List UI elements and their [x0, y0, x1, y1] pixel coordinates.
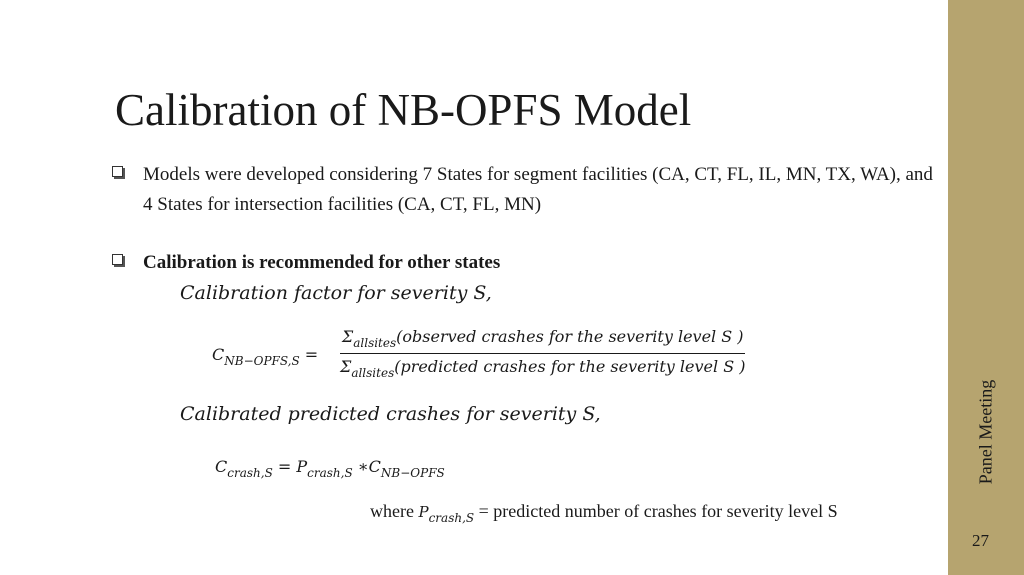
where-definition — [370, 501, 838, 525]
sigma-symbol: Σ — [340, 357, 352, 376]
where-p: P — [418, 503, 429, 521]
where-p-symbol — [418, 503, 475, 525]
sidebar-band — [948, 0, 1024, 575]
equation1-denominator — [340, 357, 745, 380]
equation1-lhs — [212, 345, 318, 368]
equation2-p-subscript: crash,S — [307, 466, 353, 480]
equation2-c-factor: C — [368, 457, 381, 476]
slide-title: Calibration of NB-OPFS Model — [115, 85, 692, 135]
equation1-equals: = — [304, 345, 319, 364]
sidebar-label: Panel Meeting — [975, 379, 996, 485]
fraction-bar — [340, 353, 745, 354]
equation2-c: C — [215, 457, 228, 476]
equation2 — [215, 457, 445, 480]
where-suffix: = predicted number of crashes for severity level S — [478, 501, 838, 521]
equation2-c-factor-subscript: NB−OPFS — [380, 466, 445, 480]
equation2-equals: = — [277, 457, 292, 476]
equation2-p: P — [296, 457, 308, 476]
bullet-text: Calibration is recommended for other states — [143, 252, 501, 273]
equation1-numerator — [340, 327, 745, 350]
equation1-lhs-subscript: NB−OPFS,S — [224, 354, 300, 368]
equation1-fraction — [340, 327, 745, 380]
where-prefix: where — [370, 501, 414, 521]
where-p-subscript: crash,S — [428, 511, 475, 525]
equation2-c-subscript: crash,S — [227, 466, 273, 480]
bullet-text: Models were developed considering 7 States for segment facilities (CA, CT, FL, IL, MN, TX, WA), and 4 States for intersection facilities (CA, CT, FL, MN) — [143, 164, 933, 215]
page-number: 27 — [972, 531, 989, 550]
sigma-subscript: allsites — [353, 336, 397, 350]
numerator-text: (observed crashes for the severity level S ) — [396, 327, 744, 346]
sigma-symbol: Σ — [341, 327, 354, 346]
sigma-subscript: allsites — [351, 366, 395, 380]
calibration-factor-label: Calibration factor for severity S, — [180, 282, 492, 304]
equation1-lhs-symbol: C — [212, 345, 225, 364]
denominator-text: (predicted crashes for the severity level S ) — [394, 357, 746, 376]
calibrated-predicted-label: Calibrated predicted crashes for severity S, — [180, 403, 601, 425]
checkbox-bullet-icon — [112, 166, 123, 177]
equation2-times: ∗ — [357, 457, 369, 476]
checkbox-bullet-icon — [112, 254, 123, 265]
